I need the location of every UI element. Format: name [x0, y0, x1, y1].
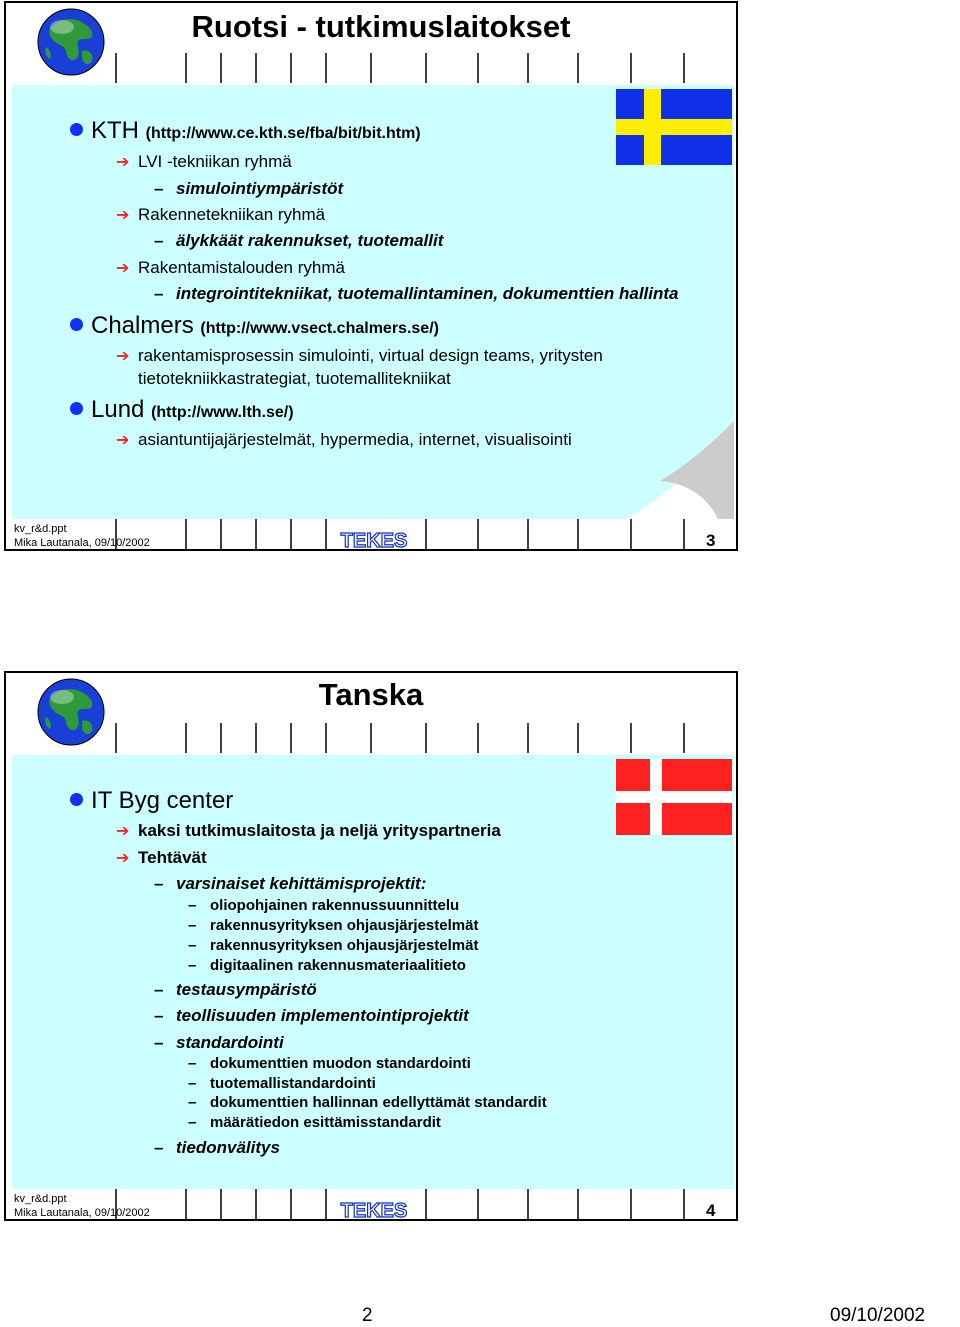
- list-item: – oliopohjainen rakennussuunnittelu: [188, 897, 460, 914]
- list-item: – älykkäät rakennukset, tuotemallit: [154, 231, 444, 250]
- slide-3: [4, 1, 738, 551]
- list-item-continuation: tietotekniikkastrategiat, tuotemallitekniikat: [138, 369, 451, 388]
- list-item: – integrointitekniikat, tuotemallintaminen, dokumenttien hallinta: [154, 284, 679, 303]
- arrow-icon: ➔: [116, 207, 130, 224]
- footer-filename: kv_r&d.ppt: [14, 1193, 67, 1205]
- list-item: – määrätiedon esittämisstandardit: [188, 1114, 441, 1131]
- dash-icon: –: [154, 980, 164, 999]
- dash-icon: –: [154, 874, 164, 893]
- list-item: – digitaalinen rakennusmateriaalitieto: [188, 957, 466, 974]
- list-item: ➔ LVI -tekniikan ryhmä: [116, 152, 292, 171]
- arrow-icon: ➔: [116, 348, 130, 365]
- footer-author: Mika Lautanala, 09/10/2002: [14, 1207, 150, 1219]
- dash-icon: –: [154, 1033, 164, 1052]
- list-item: – tiedonvälitys: [154, 1138, 280, 1157]
- dash-icon: –: [188, 1094, 197, 1111]
- arrow-icon: ➔: [116, 154, 130, 171]
- dash-icon: –: [188, 957, 197, 974]
- dash-icon: –: [154, 284, 164, 303]
- dash-icon: –: [188, 1075, 197, 1092]
- slide-4: [4, 671, 738, 1221]
- tekes-logo: [340, 527, 408, 552]
- bullet-icon: [70, 318, 83, 331]
- ruler-top: [6, 723, 736, 753]
- list-item: ➔ Rakennetekniikan ryhmä: [116, 205, 326, 224]
- slide-content: [12, 85, 734, 519]
- dash-icon: –: [154, 179, 164, 198]
- list-item: – varsinaiset kehittämisprojektit:: [154, 874, 427, 893]
- list-item: ➔ kaksi tutkimuslaitosta ja neljä yrityspartneria: [116, 821, 501, 840]
- arrow-icon: ➔: [116, 850, 130, 867]
- list-item: – simulointiympäristöt: [154, 179, 344, 198]
- list-item: ➔ Rakentamistalouden ryhmä: [116, 258, 345, 277]
- svg-text:TEKES: TEKES: [340, 530, 408, 552]
- arrow-icon: ➔: [116, 260, 130, 277]
- slide-title: Tanska: [318, 677, 424, 712]
- list-item: ➔ asiantuntijajärjestelmät, hypermedia, internet, visualisointi: [116, 430, 572, 449]
- list-item: – testausympäristö: [154, 980, 317, 999]
- slide-title: Ruotsi - tutkimuslaitokset: [191, 9, 571, 44]
- list-item-chalmers: Chalmers (http://www.vsect.chalmers.se/): [70, 312, 439, 340]
- list-item: – tuotemallistandardointi: [188, 1075, 376, 1092]
- svg-text:TEKES: TEKES: [340, 1200, 408, 1222]
- list-item: – dokumenttien hallinnan edellyttämät standardit: [188, 1094, 547, 1111]
- list-item: – dokumenttien muodon standardointi: [188, 1055, 471, 1072]
- dash-icon: –: [188, 897, 197, 914]
- slide-number: 3: [706, 531, 716, 550]
- dash-icon: –: [154, 1006, 164, 1025]
- arrow-icon: ➔: [116, 432, 130, 449]
- denmark-flag: [616, 759, 732, 835]
- list-item: – rakennusyrityksen ohjausjärjestelmät: [188, 917, 479, 934]
- tekes-logo: [340, 1197, 408, 1222]
- ruler-top: [6, 53, 736, 83]
- slide-content: [12, 755, 734, 1189]
- list-item-kth: KTH (http://www.ce.kth.se/fba/bit/bit.htm): [70, 117, 421, 145]
- dash-icon: –: [188, 937, 197, 954]
- list-item: – standardointi: [154, 1033, 284, 1052]
- dash-icon: –: [154, 231, 164, 250]
- dash-icon: –: [188, 917, 197, 934]
- dash-icon: –: [154, 1138, 164, 1157]
- page-curl-icon: [626, 421, 734, 519]
- page-date: 09/10/2002: [830, 1305, 926, 1326]
- slide-number: 4: [706, 1201, 716, 1220]
- bullet-icon: [70, 402, 83, 415]
- dash-icon: –: [188, 1114, 197, 1131]
- list-item-lund: Lund (http://www.lth.se/): [70, 396, 294, 424]
- list-item: – rakennusyrityksen ohjausjärjestelmät: [188, 937, 479, 954]
- footer-author: Mika Lautanala, 09/10/2002: [14, 537, 150, 549]
- page-number: 2: [362, 1305, 373, 1326]
- list-item: ➔ rakentamisprosessin simulointi, virtual design teams, yritysten: [116, 346, 603, 365]
- sweden-flag: [616, 89, 732, 165]
- arrow-icon: ➔: [116, 823, 130, 840]
- list-item: ➔ Tehtävät: [116, 848, 207, 867]
- dash-icon: –: [188, 1055, 197, 1072]
- footer-filename: kv_r&d.ppt: [14, 523, 67, 535]
- bullet-icon: [70, 123, 83, 136]
- list-item: – teollisuuden implementointiprojektit: [154, 1006, 469, 1025]
- list-item-it-byg-center: IT Byg center: [70, 787, 233, 815]
- bullet-icon: [70, 793, 83, 806]
